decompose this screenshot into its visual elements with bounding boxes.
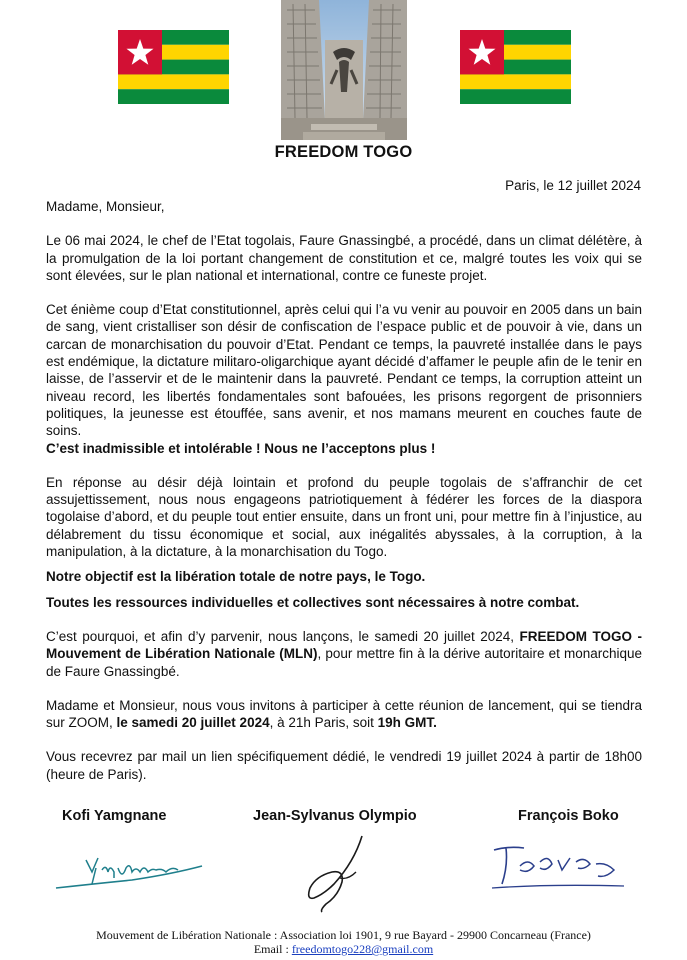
paragraph-5 — [46, 697, 642, 732]
paragraph-5-text-b: , à 21h Paris, soit — [269, 715, 378, 731]
signature-boko — [488, 840, 628, 894]
resources-statement: Toutes les ressources individuelles et collectives sont nécessaires à notre combat. — [46, 594, 580, 610]
footer-email-link[interactable]: freedomtogo228@gmail.com — [291, 942, 434, 956]
footer-address: Mouvement de Libération Nationale : Association loi 1901, 9 rue Bayard - 29900 Concarneau (France) — [96, 928, 591, 942]
signer-name-olympio: Jean-Sylvanus Olympio — [253, 808, 417, 824]
letter-date: Paris, le 12 juillet 2024 — [505, 178, 641, 193]
independence-monument-image — [281, 0, 407, 140]
letter-body — [46, 195, 642, 783]
paragraph-2 — [46, 301, 642, 457]
paragraph-4 — [46, 628, 642, 680]
togo-flag-right — [460, 30, 571, 104]
signer-name-yamgnane: Kofi Yamgnane — [62, 808, 167, 824]
footer-email-line — [0, 942, 687, 956]
meeting-time: 19h GMT. — [377, 715, 437, 731]
meeting-date: le samedi 20 juillet 2024 — [116, 715, 270, 731]
paragraph-4-text-a: C’est pourquoi, et afin d’y parvenir, nous lançons, le samedi 20 juillet 2024, — [46, 628, 520, 644]
movement-name: FREEDOM TOGO - Mouvement de Libération Nationale (MLN) — [46, 628, 642, 662]
paragraph-1: Le 06 mai 2024, le chef de l’Etat togolais, Faure Gnassingbé, a procédé, dans un climat délétère, à la promulgation de la loi portant changement de constitution et ce, malgré toutes les voix qui se sont élevées, sur le plan national et international, contre ce funeste projet. — [46, 233, 642, 283]
greeting: Madame, Monsieur, — [46, 199, 165, 214]
signature-yamgnane — [52, 850, 212, 900]
signer-name-boko: François Boko — [518, 808, 619, 824]
paragraph-5-text-a: Madame et Monsieur, nous vous invitons à participer à cette réunion de lancement, qui se tiendra sur ZOOM, — [46, 697, 642, 731]
signature-olympio — [300, 832, 380, 914]
paragraph-6: Vous recevrez par mail un lien spécifiquement dédié, le vendredi 19 juillet 2024 à partir de 18h00 (heure de Paris). — [46, 749, 642, 782]
paragraph-4-text-b: , pour mettre fin à la dérive autoritaire et monarchique de Faure Gnassingbé. — [46, 646, 642, 679]
brand-title: FREEDOM TOGO — [274, 143, 413, 161]
footer — [0, 928, 687, 956]
paragraph-2-text: Cet énième coup d’Etat constitutionnel, après celui qui l’a vu venir au pouvoir en 2005 dans un bain de sang, vient cristalliser son désir de confiscation de l’espace public et de pouvoir à vie, dans un carcan de monarchisation du pouvoir d’Etat. Pendant ce temps, la pauvreté installée dans le pays est endémique, la dictature militaro-oligarchique ayant décidé d’affamer le peuple afin de le tenir en laisse, de l’asservir et de le maintenir dans la pauvreté. Pendant ce temps, la corruption atteint un niveau record, les libertés fondamentales sont bafouées, les prisons regorgent de prisonniers politiques, la jeunesse est étouffée, sans avenir, et nos mamans meurent en couches faute de soins. — [46, 302, 642, 439]
footer-email-label: Email : — [253, 942, 292, 956]
togo-flag-left — [118, 30, 229, 104]
paragraph-2-emphasis: C’est inadmissible et intolérable ! Nous ne l’acceptons plus ! — [46, 440, 436, 456]
objective-statement: Notre objectif est la libération totale de notre pays, le Togo. — [46, 569, 426, 585]
paragraph-3: En réponse au désir déjà lointain et profond du peuple togolais de s’affranchir de cet assujettissement, nous nous engageons patriotiquement à fédérer les forces de la diaspora togolaise d’abord, et du peuple tout entier ensuite, dans un front uni, pour mettre fin à l’injustice, au délabrement du tissu économique et social, aux inégalités abyssales, à la corruption, à la manipulation, à la dictature, à la monarchisation du Togo. — [46, 474, 642, 560]
